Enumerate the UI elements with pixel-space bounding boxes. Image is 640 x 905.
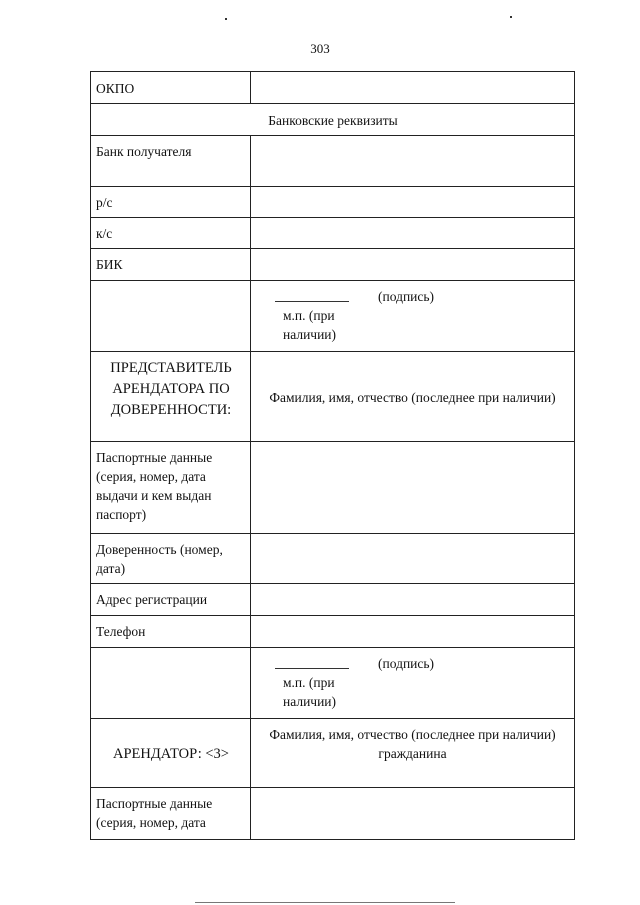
table-row — [91, 719, 575, 788]
phone-label: Телефон — [96, 624, 146, 639]
scan-dot — [510, 16, 512, 18]
okpo-label-cell — [91, 72, 251, 104]
table-row — [91, 72, 575, 104]
bik-value-cell[interactable] — [251, 249, 575, 281]
scan-edge-line — [195, 902, 455, 903]
registration-address-label: Адрес регистрации — [96, 592, 208, 607]
bank-recipient-label-cell — [91, 136, 251, 187]
passport-value-cell[interactable] — [251, 788, 575, 840]
table-row — [91, 218, 575, 249]
table-row — [91, 281, 575, 352]
rs-label: р/с — [96, 195, 113, 210]
page-number: 303 — [310, 41, 330, 56]
table-row — [91, 104, 575, 136]
bik-label-cell — [91, 249, 251, 281]
stamp-label: м.п. (при наличии) — [283, 308, 337, 342]
table-row — [91, 136, 575, 187]
representative-label-cell — [91, 352, 251, 442]
okpo-value-cell[interactable] — [251, 72, 575, 104]
bank-recipient-value-cell[interactable] — [251, 136, 575, 187]
bik-label: БИК — [96, 257, 123, 272]
signature-cell[interactable] — [251, 648, 575, 719]
bank-header: Банковские реквизиты — [268, 113, 398, 128]
table-row — [91, 352, 575, 442]
signature-caption: (подпись) — [378, 656, 435, 671]
signature-caption: (подпись) — [378, 289, 435, 304]
power-of-attorney-label-cell — [91, 534, 251, 584]
full-name-label: Фамилия, имя, отчество (последнее при наличии) — [269, 390, 556, 405]
citizen-full-name-label-cell — [251, 719, 575, 788]
phone-value-cell[interactable] — [251, 616, 575, 648]
passport-value-cell[interactable] — [251, 442, 575, 534]
full-name-label-cell — [251, 352, 575, 442]
tenant-label: АРЕНДАТОР: <3> — [113, 745, 229, 762]
power-of-attorney-value-cell[interactable] — [251, 534, 575, 584]
signature-line — [275, 668, 349, 669]
table-row — [91, 187, 575, 218]
scan-dot — [225, 18, 227, 20]
phone-label-cell — [91, 616, 251, 648]
table-row — [91, 249, 575, 281]
passport-label-truncated: Паспортные данные (серия, номер, дата — [96, 796, 213, 830]
ks-value-cell[interactable] — [251, 218, 575, 249]
table-row — [91, 442, 575, 534]
registration-address-label-cell — [91, 584, 251, 616]
bank-header-cell — [91, 104, 575, 136]
table-row — [91, 616, 575, 648]
passport-label: Паспортные данные (серия, номер, дата выдачи и кем выдан паспорт) — [96, 450, 213, 522]
stamp-label: м.п. (при наличии) — [283, 675, 337, 709]
empty-cell — [91, 281, 251, 352]
representative-label: ПРЕДСТАВИТЕЛЬ АРЕНДАТОРА ПО ДОВЕРЕННОСТИ: — [110, 360, 232, 418]
ks-label: к/с — [96, 226, 113, 241]
table-row — [91, 648, 575, 719]
signature-line — [275, 301, 349, 302]
table-row — [91, 788, 575, 840]
signature-cell[interactable] — [251, 281, 575, 352]
bank-recipient-label: Банк получателя — [96, 144, 192, 159]
passport-label-cell — [91, 788, 251, 840]
tenant-label-cell — [91, 719, 251, 788]
requisites-table — [90, 71, 575, 840]
rs-label-cell — [91, 187, 251, 218]
power-of-attorney-label: Доверенность (номер, дата) — [96, 542, 223, 576]
passport-label-cell — [91, 442, 251, 534]
table-row — [91, 584, 575, 616]
registration-address-value-cell[interactable] — [251, 584, 575, 616]
table-row — [91, 534, 575, 584]
okpo-label: ОКПО — [96, 81, 135, 96]
citizen-full-name-label: Фамилия, имя, отчество (последнее при наличии) гражданина — [269, 727, 556, 761]
ks-label-cell — [91, 218, 251, 249]
empty-cell — [91, 648, 251, 719]
rs-value-cell[interactable] — [251, 187, 575, 218]
